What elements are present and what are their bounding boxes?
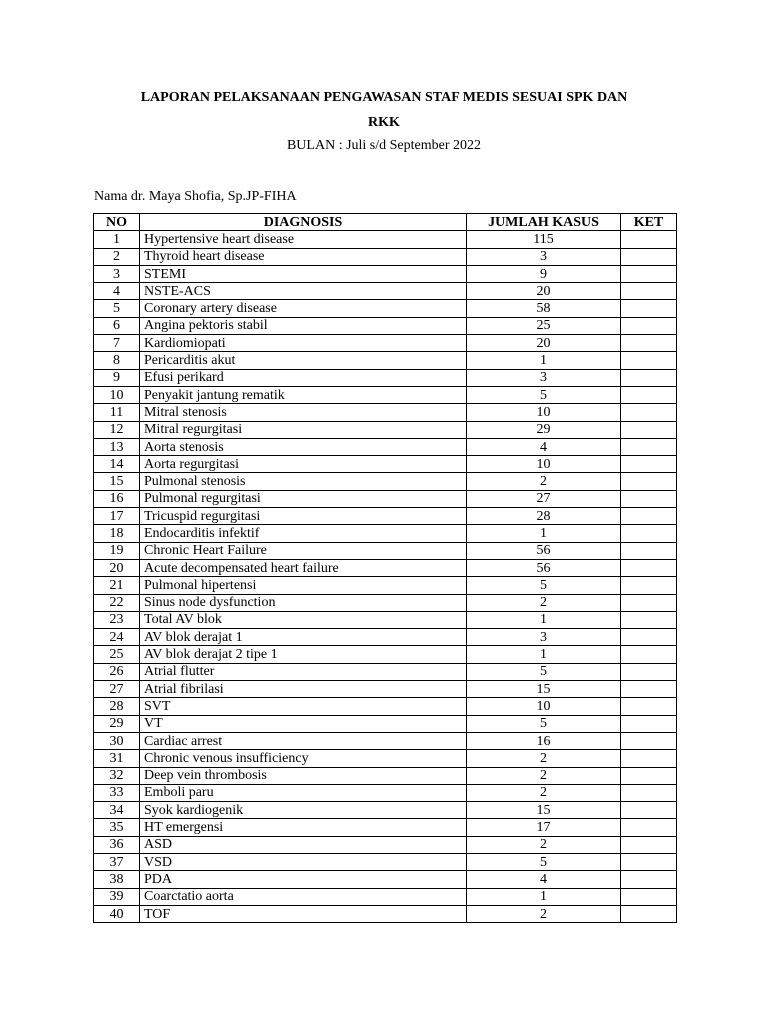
cell-ket (621, 819, 677, 836)
cell-jumlah-kasus: 4 (467, 438, 621, 455)
cell-ket (621, 559, 677, 576)
table-row (94, 871, 677, 888)
cell-ket (621, 542, 677, 559)
cell-jumlah-kasus: 1 (467, 525, 621, 542)
cell-jumlah-kasus: 58 (467, 300, 621, 317)
cell-jumlah-kasus: 20 (467, 335, 621, 352)
table-row (94, 784, 677, 801)
cell-ket (621, 369, 677, 386)
cell-ket (621, 629, 677, 646)
column-header-no: NO (94, 214, 140, 231)
cell-diagnosis: Thyroid heart disease (140, 248, 467, 265)
table-row (94, 352, 677, 369)
cell-ket (621, 802, 677, 819)
cell-no: 3 (94, 265, 140, 282)
cell-jumlah-kasus: 15 (467, 802, 621, 819)
table-body (94, 231, 677, 923)
cell-diagnosis: Endocarditis infektif (140, 525, 467, 542)
diagnosis-table (93, 213, 677, 923)
cell-diagnosis: NSTE-ACS (140, 283, 467, 300)
table-row (94, 490, 677, 507)
cell-no: 17 (94, 508, 140, 525)
cell-jumlah-kasus: 56 (467, 542, 621, 559)
cell-ket (621, 611, 677, 628)
cell-jumlah-kasus: 28 (467, 508, 621, 525)
cell-ket (621, 335, 677, 352)
cell-diagnosis: HT emergensi (140, 819, 467, 836)
cell-jumlah-kasus: 5 (467, 386, 621, 403)
cell-jumlah-kasus: 17 (467, 819, 621, 836)
cell-diagnosis: Acute decompensated heart failure (140, 559, 467, 576)
cell-ket (621, 646, 677, 663)
cell-ket (621, 698, 677, 715)
cell-diagnosis: Mitral stenosis (140, 404, 467, 421)
cell-diagnosis: Penyakit jantung rematik (140, 386, 467, 403)
table-row (94, 369, 677, 386)
cell-jumlah-kasus: 2 (467, 767, 621, 784)
cell-diagnosis: Coronary artery disease (140, 300, 467, 317)
cell-jumlah-kasus: 1 (467, 888, 621, 905)
cell-no: 34 (94, 802, 140, 819)
cell-no: 4 (94, 283, 140, 300)
cell-no: 18 (94, 525, 140, 542)
cell-jumlah-kasus: 2 (467, 750, 621, 767)
cell-jumlah-kasus: 20 (467, 283, 621, 300)
table-row (94, 594, 677, 611)
cell-no: 16 (94, 490, 140, 507)
cell-no: 2 (94, 248, 140, 265)
cell-ket (621, 663, 677, 680)
cell-diagnosis: Pulmonal regurgitasi (140, 490, 467, 507)
cell-jumlah-kasus: 2 (467, 784, 621, 801)
cell-jumlah-kasus: 2 (467, 836, 621, 853)
cell-jumlah-kasus: 9 (467, 265, 621, 282)
cell-no: 28 (94, 698, 140, 715)
cell-ket (621, 456, 677, 473)
cell-no: 26 (94, 663, 140, 680)
table-row (94, 542, 677, 559)
table-row (94, 300, 677, 317)
cell-ket (621, 767, 677, 784)
cell-no: 32 (94, 767, 140, 784)
cell-jumlah-kasus: 27 (467, 490, 621, 507)
cell-diagnosis: PDA (140, 871, 467, 888)
cell-diagnosis: Mitral regurgitasi (140, 421, 467, 438)
cell-diagnosis: Aorta regurgitasi (140, 456, 467, 473)
table-header-row (94, 214, 677, 231)
cell-diagnosis: Pulmonal stenosis (140, 473, 467, 490)
report-title-line-1: LAPORAN PELAKSANAAN PENGAWASAN STAF MEDIS SESUAI SPK DAN (140, 90, 628, 105)
table-row (94, 750, 677, 767)
table-row (94, 698, 677, 715)
cell-ket (621, 905, 677, 922)
cell-diagnosis: VSD (140, 853, 467, 870)
table-row (94, 456, 677, 473)
cell-ket (621, 300, 677, 317)
cell-diagnosis: Kardiomiopati (140, 335, 467, 352)
cell-ket (621, 681, 677, 698)
table-row (94, 231, 677, 248)
table-row (94, 853, 677, 870)
table-row (94, 317, 677, 334)
cell-jumlah-kasus: 4 (467, 871, 621, 888)
cell-no: 13 (94, 438, 140, 455)
cell-jumlah-kasus: 3 (467, 369, 621, 386)
cell-diagnosis: SVT (140, 698, 467, 715)
cell-diagnosis: Coarctatio aorta (140, 888, 467, 905)
cell-diagnosis: Sinus node dysfunction (140, 594, 467, 611)
table-row (94, 732, 677, 749)
cell-ket (621, 317, 677, 334)
table-row (94, 905, 677, 922)
report-period: BULAN : Juli s/d September 2022 (286, 138, 482, 153)
table-row (94, 577, 677, 594)
table-row (94, 525, 677, 542)
cell-ket (621, 508, 677, 525)
cell-no: 21 (94, 577, 140, 594)
report-title-line-2: RKK (368, 115, 400, 130)
cell-diagnosis: AV blok derajat 2 tipe 1 (140, 646, 467, 663)
cell-no: 27 (94, 681, 140, 698)
table-row (94, 265, 677, 282)
cell-no: 14 (94, 456, 140, 473)
cell-ket (621, 283, 677, 300)
cell-ket (621, 231, 677, 248)
cell-no: 33 (94, 784, 140, 801)
cell-jumlah-kasus: 5 (467, 853, 621, 870)
table-row (94, 767, 677, 784)
cell-diagnosis: ASD (140, 836, 467, 853)
cell-jumlah-kasus: 1 (467, 611, 621, 628)
table-row (94, 715, 677, 732)
cell-jumlah-kasus: 2 (467, 473, 621, 490)
column-header-diagnosis: DIAGNOSIS (140, 214, 467, 231)
cell-diagnosis: Chronic venous insufficiency (140, 750, 467, 767)
cell-no: 11 (94, 404, 140, 421)
table-row (94, 836, 677, 853)
cell-no: 25 (94, 646, 140, 663)
cell-diagnosis: Chronic Heart Failure (140, 542, 467, 559)
cell-no: 31 (94, 750, 140, 767)
table-row (94, 283, 677, 300)
cell-no: 38 (94, 871, 140, 888)
cell-diagnosis: STEMI (140, 265, 467, 282)
cell-diagnosis: Pulmonal hipertensi (140, 577, 467, 594)
cell-jumlah-kasus: 10 (467, 456, 621, 473)
table-row (94, 819, 677, 836)
table-row (94, 404, 677, 421)
table-row (94, 473, 677, 490)
cell-ket (621, 750, 677, 767)
cell-diagnosis: Efusi perikard (140, 369, 467, 386)
table-row (94, 335, 677, 352)
cell-ket (621, 438, 677, 455)
cell-ket (621, 421, 677, 438)
cell-jumlah-kasus: 15 (467, 681, 621, 698)
cell-ket (621, 525, 677, 542)
cell-ket (621, 386, 677, 403)
table-row (94, 559, 677, 576)
table-row (94, 802, 677, 819)
cell-diagnosis: TOF (140, 905, 467, 922)
cell-jumlah-kasus: 56 (467, 559, 621, 576)
cell-jumlah-kasus: 3 (467, 248, 621, 265)
cell-ket (621, 871, 677, 888)
cell-no: 6 (94, 317, 140, 334)
cell-jumlah-kasus: 16 (467, 732, 621, 749)
cell-jumlah-kasus: 5 (467, 577, 621, 594)
table-row (94, 646, 677, 663)
cell-diagnosis: Hypertensive heart disease (140, 231, 467, 248)
cell-diagnosis: Deep vein thrombosis (140, 767, 467, 784)
cell-ket (621, 577, 677, 594)
table-row (94, 508, 677, 525)
cell-ket (621, 888, 677, 905)
table-row (94, 611, 677, 628)
cell-no: 36 (94, 836, 140, 853)
cell-diagnosis: Aorta stenosis (140, 438, 467, 455)
cell-no: 22 (94, 594, 140, 611)
cell-ket (621, 265, 677, 282)
cell-jumlah-kasus: 115 (467, 231, 621, 248)
cell-no: 30 (94, 732, 140, 749)
cell-no: 8 (94, 352, 140, 369)
cell-ket (621, 836, 677, 853)
cell-no: 24 (94, 629, 140, 646)
cell-ket (621, 732, 677, 749)
cell-jumlah-kasus: 5 (467, 715, 621, 732)
cell-ket (621, 248, 677, 265)
cell-ket (621, 594, 677, 611)
cell-no: 12 (94, 421, 140, 438)
cell-no: 40 (94, 905, 140, 922)
cell-jumlah-kasus: 10 (467, 698, 621, 715)
table-row (94, 888, 677, 905)
cell-jumlah-kasus: 1 (467, 646, 621, 663)
cell-diagnosis: Tricuspid regurgitasi (140, 508, 467, 525)
cell-no: 35 (94, 819, 140, 836)
cell-no: 20 (94, 559, 140, 576)
table-row (94, 438, 677, 455)
column-header-jumlah-kasus: JUMLAH KASUS (467, 214, 621, 231)
cell-diagnosis: Total AV blok (140, 611, 467, 628)
cell-no: 15 (94, 473, 140, 490)
cell-diagnosis: Atrial fibrilasi (140, 681, 467, 698)
cell-no: 10 (94, 386, 140, 403)
cell-ket (621, 853, 677, 870)
cell-no: 29 (94, 715, 140, 732)
cell-jumlah-kasus: 3 (467, 629, 621, 646)
cell-no: 23 (94, 611, 140, 628)
column-header-ket: KET (621, 214, 677, 231)
table-row (94, 629, 677, 646)
cell-jumlah-kasus: 1 (467, 352, 621, 369)
cell-diagnosis: Atrial flutter (140, 663, 467, 680)
cell-diagnosis: AV blok derajat 1 (140, 629, 467, 646)
cell-diagnosis: Pericarditis akut (140, 352, 467, 369)
table-row (94, 681, 677, 698)
cell-ket (621, 404, 677, 421)
cell-jumlah-kasus: 10 (467, 404, 621, 421)
doctor-name: Nama dr. Maya Shofia, Sp.JP-FIHA (94, 189, 297, 204)
table-row (94, 421, 677, 438)
cell-no: 7 (94, 335, 140, 352)
cell-jumlah-kasus: 2 (467, 594, 621, 611)
cell-jumlah-kasus: 25 (467, 317, 621, 334)
cell-jumlah-kasus: 2 (467, 905, 621, 922)
cell-diagnosis: Syok kardiogenik (140, 802, 467, 819)
cell-no: 39 (94, 888, 140, 905)
cell-no: 9 (94, 369, 140, 386)
cell-diagnosis: VT (140, 715, 467, 732)
cell-no: 1 (94, 231, 140, 248)
cell-diagnosis: Angina pektoris stabil (140, 317, 467, 334)
table-row (94, 663, 677, 680)
cell-jumlah-kasus: 29 (467, 421, 621, 438)
cell-no: 37 (94, 853, 140, 870)
table-row (94, 248, 677, 265)
cell-no: 5 (94, 300, 140, 317)
cell-no: 19 (94, 542, 140, 559)
table-row (94, 386, 677, 403)
cell-diagnosis: Cardiac arrest (140, 732, 467, 749)
cell-diagnosis: Emboli paru (140, 784, 467, 801)
cell-ket (621, 352, 677, 369)
cell-ket (621, 490, 677, 507)
cell-ket (621, 784, 677, 801)
cell-jumlah-kasus: 5 (467, 663, 621, 680)
cell-ket (621, 473, 677, 490)
cell-ket (621, 715, 677, 732)
